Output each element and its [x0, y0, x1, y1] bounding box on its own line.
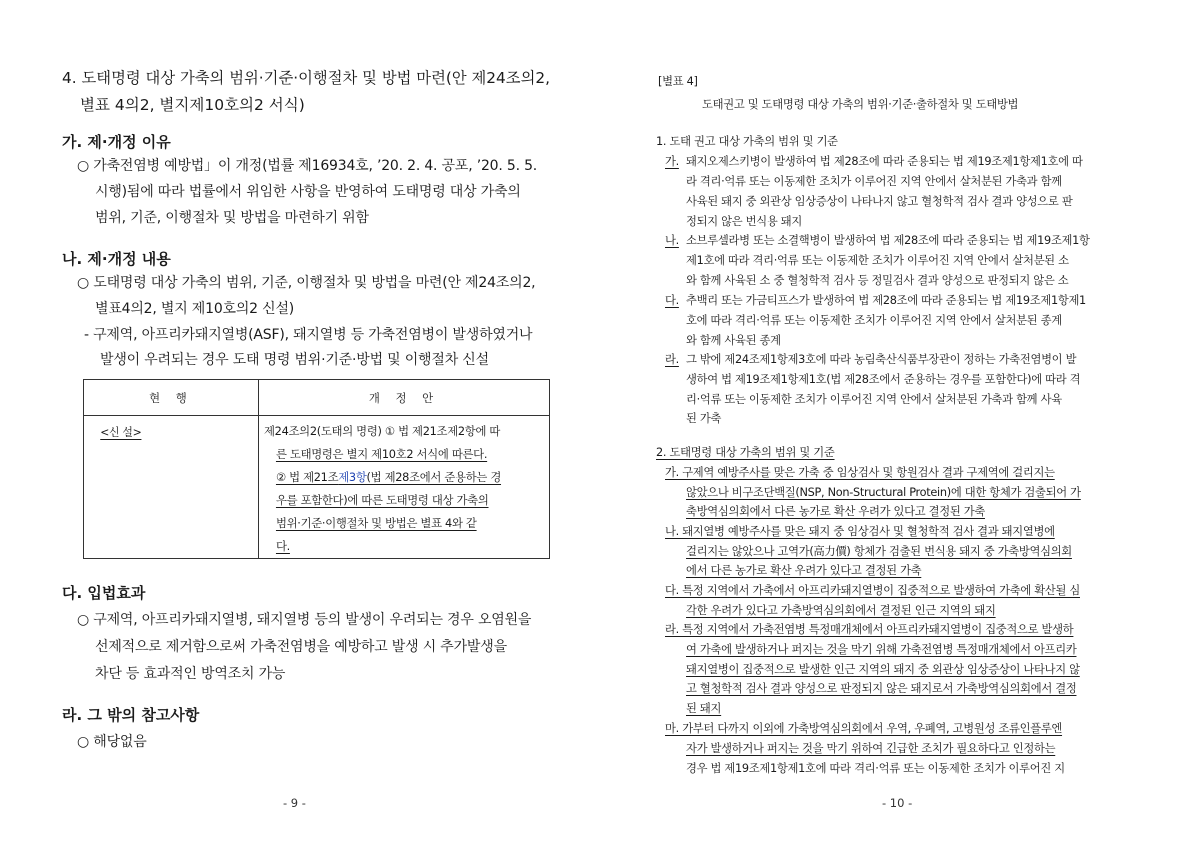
s1-na-marker: 나. [665, 234, 679, 247]
table-header-revised: 개 정 안 [259, 380, 550, 416]
annex-title: 도태권고 및 도태명령 대상 가축의 범위·기준·출하절차 및 도태방법 [702, 98, 1019, 111]
na-line2: 별표4의2, 별지 제10호의2 신설) [95, 301, 295, 317]
s1-ra-marker: 라. [665, 353, 679, 366]
s1-da-line3: 와 함께 사육된 종계 [686, 334, 781, 347]
s2-da-line2: 각한 우려가 있다고 가축방역심의회에서 결정된 인근 지역의 돼지 [686, 604, 996, 617]
s1-ra-line1: 그 밖에 제24조제1항제3호에 따라 농림축산식품부장관이 정하는 가축전염병이 발 [686, 353, 1077, 366]
s2-ra-line5: 된 돼지 [686, 702, 722, 715]
na-line1: ○ 도태명령 대상 가축의 범위, 기준, 이행절차 및 방법을 마련(안 제24조의2, [77, 275, 536, 291]
s1-ga-marker: 가. [665, 155, 679, 168]
table-cell-revised [259, 416, 550, 559]
s1-ga-line2: 라 격리·억류 또는 이동제한 조치가 이루어진 지역 안에서 살처분된 가축과 함께 [686, 175, 1062, 188]
ga-line2: 시행)됨에 따라 법률에서 위임한 사항을 반영하여 도태명령 대상 가축의 [95, 184, 521, 200]
s2-ra-line3: 돼지열병이 집중적으로 발생한 인근 지역의 돼지 중 외관상 임상증상이 나타나지 않 [686, 663, 1080, 676]
annex-label: [별표 4] [658, 75, 698, 88]
section-title-line2: 별표 4의2, 별지제10호의2 서식) [80, 96, 305, 114]
s2-ra-line1: 라. 특정 지역에서 가축전염병 특정매개체에서 아프리카돼지열병이 집중적으로 발생하 [665, 623, 1074, 636]
s2-ma-line1: 마. 가부터 다까지 이외에 가축방역심의회에서 우역, 우폐역, 고병원성 조류인플루엔 [665, 722, 1063, 735]
table-header-current: 현 행 [84, 380, 259, 416]
s2-ga-line1: 가. 구제역 예방주사를 맞은 가축 중 임상검사 및 항원검사 결과 구제역에 걸리지는 [665, 466, 1055, 479]
heading-ra: 라. 그 밖의 참고사항 [62, 706, 200, 724]
s1-ga-line4: 정되지 않은 번식용 돼지 [686, 215, 803, 228]
revised-line1: 제24조의2(도태의 명령) ① 법 제21조제2항에 따 [264, 424, 501, 438]
s2-ra-line4: 고 혈청학적 검사 결과 양성으로 판정되지 않은 돼지로서 가축방역심의회에서 결정 [686, 682, 1077, 695]
heading-da: 다. 입법효과 [62, 584, 146, 602]
revised-line6: 다. [275, 539, 290, 553]
heading-ga: 가. 제·개정 이유 [62, 133, 171, 151]
page-number-right: - 10 - [882, 796, 913, 810]
revised-line3-part1: ② 법 제21조 [275, 470, 339, 484]
ra-line1: ○ 해당없음 [77, 734, 147, 750]
na-line3: - 구제역, 아프리카돼지열병(ASF), 돼지열병 등 가축전염병이 발생하였거나 [84, 327, 533, 343]
s2-da-line1: 다. 특정 지역에서 가축에서 아프리카돼지열병이 집중적으로 발생하여 가축에 확산될 심 [665, 584, 1080, 597]
revised-line5: 범위·기준·이행절차 및 방법은 별표 4와 같 [275, 516, 477, 530]
table-cell-current [84, 416, 259, 559]
da-line2: 선제적으로 제거함으로써 가축전염병을 예방하고 발생 시 추가발생을 [95, 639, 507, 655]
ga-line1: ○ 가축전염병 예방법」이 개정(법률 제16934호, ’20. 2. 4. 공포, ’20. 5. 5. [77, 158, 538, 174]
revised-line3-highlight: 제3항 [338, 470, 367, 484]
revised-line3 [264, 466, 544, 489]
s1-na-line1: 소브루셀라병 또는 소결핵병이 발생하여 법 제28조에 따라 준용되는 법 제19조제1항 [686, 234, 1090, 247]
s2-ga-line2: 않았으나 비구조단백질(NSP, Non-Structural Protein)에 대한 항체가 검출되어 가 [686, 486, 1081, 499]
da-line3: 차단 등 효과적인 방역조치 가능 [95, 666, 286, 682]
new-provision-mark: <신 설> [100, 425, 142, 439]
s1-heading: 1. 도태 권고 대상 가축의 범위 및 기준 [656, 135, 838, 148]
s2-ma-line2: 자가 발생하거나 퍼지는 것을 막기 위하여 긴급한 조치가 필요하다고 인정하는 [686, 742, 1056, 755]
da-line1: ○ 구제역, 아프리카돼지열병, 돼지열병 등의 발생이 우려되는 경우 오염원을 [77, 612, 532, 628]
na-line4: 발생이 우려되는 경우 도태 명령 범위·기준·방법 및 이행절차 신설 [100, 352, 489, 368]
s1-na-line2: 제1호에 따라 격리·억류 또는 이동제한 조치가 이루어진 지역 안에서 살처분된 소 [686, 254, 1069, 267]
s2-ma-line3: 경우 법 제19조제1항제1호에 따라 격리·억류 또는 이동제한 조치가 이루어진 지 [686, 762, 1065, 775]
s2-ra-line2: 여 가축에 발생하거나 퍼지는 것을 막기 위해 가축전염병 특정매개체에서 아프리카 [686, 643, 1077, 656]
revised-line4: 우를 포함한다)에 따른 도태명령 대상 가축의 [275, 493, 489, 507]
revised-line3-part3: (법 제28조에서 준용하는 경 [366, 470, 502, 484]
s2-ga-line3: 축방역심의회에서 다른 농가로 확산 우려가 있다고 결정된 가축 [686, 505, 985, 518]
right-page [600, 0, 1200, 848]
s2-na-line3: 에서 다른 농가로 확산 우려가 있다고 결정된 가축 [686, 564, 922, 577]
page-number-left: - 9 - [283, 796, 306, 810]
s1-ga-line3: 사육된 돼지 중 외관상 임상증상이 나타나지 않고 혈청학적 검사 결과 양성으로 판 [686, 195, 1073, 208]
s1-ra-line3: 리·억류 또는 이동제한 조치가 이루어진 지역 안에서 살처분된 가축과 함께 사육 [686, 393, 1062, 406]
s1-ra-line2: 생하여 법 제19조제1항제1호(법 제28조에서 준용하는 경우를 포함한다)에 따라 격 [686, 373, 1081, 386]
s2-na-line2: 걸리지는 않았으나 고역가(高力價) 항체가 검출된 번식용 돼지 중 가축방역심의회 [686, 545, 1072, 558]
s1-ga-line1: 돼지오제스키병이 발생하여 법 제28조에 따라 준용되는 법 제19조제1항제1호에 따 [686, 155, 1083, 168]
heading-na: 나. 제·개정 내용 [62, 250, 171, 268]
s1-da-line2: 호에 따라 격리·억류 또는 이동제한 조치가 이루어진 지역 안에서 살처분된 종계 [686, 314, 1062, 327]
s1-da-marker: 다. [665, 294, 679, 307]
s2-na-line1: 나. 돼지열병 예방주사를 맞은 돼지 중 임상검사 및 혈청학적 검사 결과 돼지열병에 [665, 525, 1055, 538]
s1-na-line3: 와 함께 사육된 소 중 혈청학적 검사 등 정밀검사 결과 양성으로 판정되지 않은 소 [686, 274, 1069, 287]
s2-heading: 2. 도태명령 대상 가축의 범위 및 기준 [656, 446, 835, 459]
revised-line2: 른 도태명령은 별지 제10호2 서식에 따른다. [275, 447, 488, 461]
ga-line3: 범위, 기준, 이행절차 및 방법을 마련하기 위함 [95, 210, 369, 226]
comparison-table [83, 379, 550, 559]
s1-ra-line4: 된 가축 [686, 412, 722, 425]
s1-da-line1: 추백리 또는 가금티프스가 발생하여 법 제28조에 따라 준용되는 법 제19조제1항제1 [686, 294, 1086, 307]
section-title-line1: 4. 도태명령 대상 가축의 범위·기준·이행절차 및 방법 마련(안 제24조의2, [62, 69, 550, 87]
